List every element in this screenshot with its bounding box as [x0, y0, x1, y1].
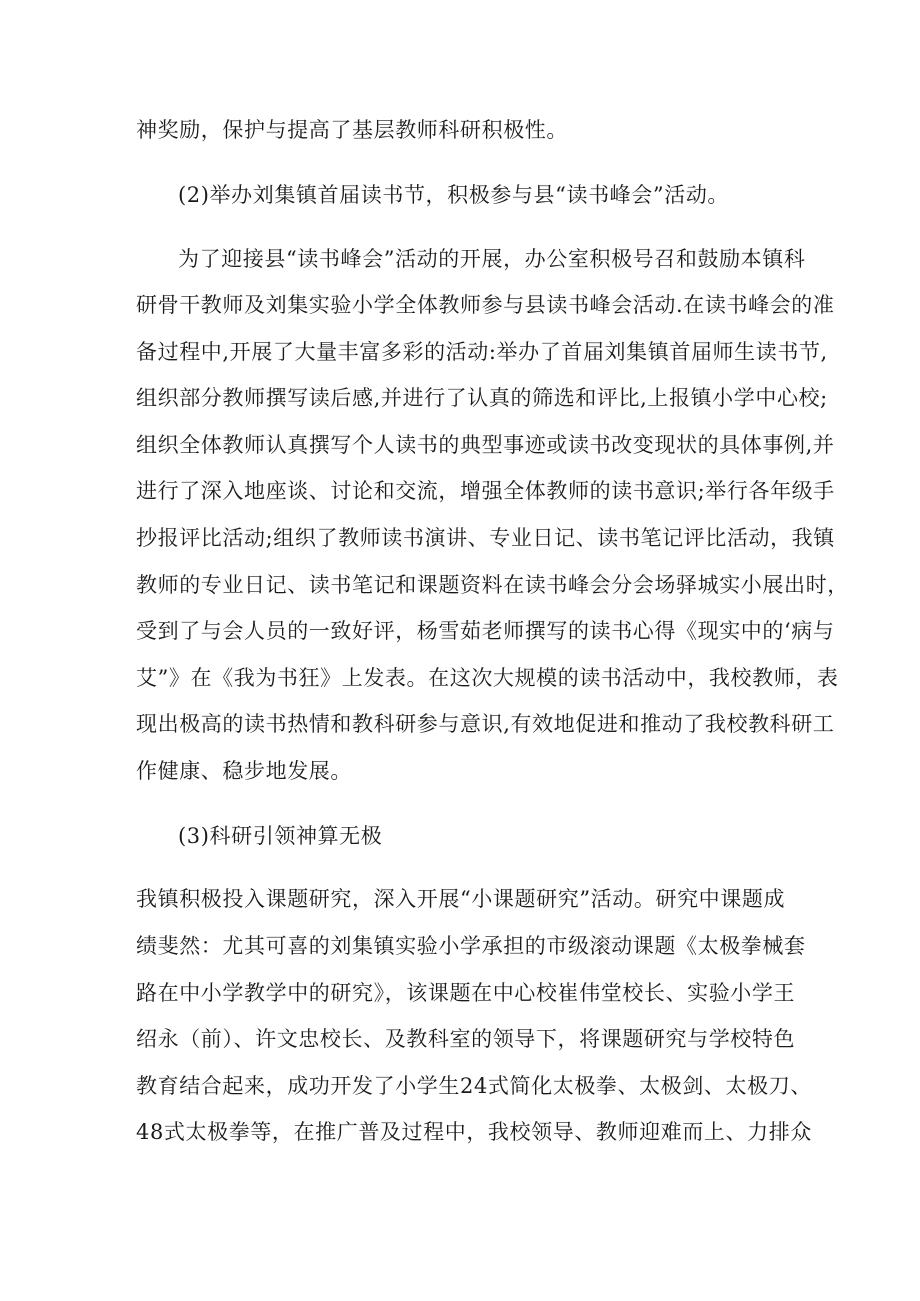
paragraph-line: 艾”》在《我为书狂》上发表。在这次大规模的读书活动中，我校教师，表: [136, 666, 839, 690]
paragraph-line: 48式太极拳等，在推广普及过程中，我校领导、教师迎难而上、力排众: [136, 1120, 812, 1144]
paragraph-line: 作健康、稳步地发展。: [136, 759, 352, 783]
section-heading-2: (2)举办刘集镇首届读书节，积极参与县“读书峰会”活动。: [178, 183, 730, 207]
paragraph-line: 路在中小学教学中的研究》，该课题在中心校崔伟堂校长、实验小学王: [136, 981, 796, 1005]
paragraph-line: 组织全体教师认真撰写个人读书的典型事迹或读书改变现状的具体事例,并: [136, 433, 835, 457]
paragraph-line: 我镇积极投入课题研究，深入开展“小课题研究”活动。研究中课题成: [136, 887, 786, 911]
paragraph-line: 神奖励，保护与提高了基层教师科研积极性。: [136, 118, 568, 142]
paragraph-line: 教育结合起来，成功开发了小学生24式简化太极拳、太极剑、太极刀、: [136, 1074, 812, 1098]
paragraph-line: 备过程中,开展了大量丰富多彩的活动:举办了首届刘集镇首届师生读书节,: [136, 340, 828, 364]
paragraph-line: 组织部分教师撰写读后感,并进行了认真的筛选和评比,上报镇小学中心校;: [136, 386, 828, 410]
paragraph-line: 教师的专业日记、读书笔记和课题资料在读书峰会分会场驿城实小展出时，: [136, 573, 849, 597]
paragraph-line: 绩斐然：尤其可喜的刘集镇实验小学承担的市级滚动课题《太极拳械套: [136, 934, 806, 958]
paragraph-line: 现出极高的读书热情和教科研参与意识,有效地促进和推动了我校教科研工: [136, 712, 835, 736]
paragraph-line: 为了迎接县“读书峰会”活动的开展，办公室积极号召和鼓励本镇科: [178, 247, 806, 271]
paragraph-line: 进行了深入地座谈、讨论和交流，增强全体教师的读书意识;举行各年级手: [136, 479, 835, 503]
paragraph-line: 绍永（前）、许文忠校长、及教科室的领导下，将课题研究与学校特色: [136, 1027, 796, 1051]
paragraph-line: 抄报评比活动;组织了教师读书演讲、专业日记、读书笔记评比活动，我镇: [136, 526, 835, 550]
paragraph-line: 受到了与会人员的一致好评，杨雪茹老师撰写的读书心得《现实中的‘病与: [136, 619, 835, 643]
paragraph-line: 研骨干教师及刘集实验小学全体教师参与县读书峰会活动.在读书峰会的准: [136, 293, 835, 317]
section-heading-3: (3)科研引领神算无极: [178, 824, 383, 848]
